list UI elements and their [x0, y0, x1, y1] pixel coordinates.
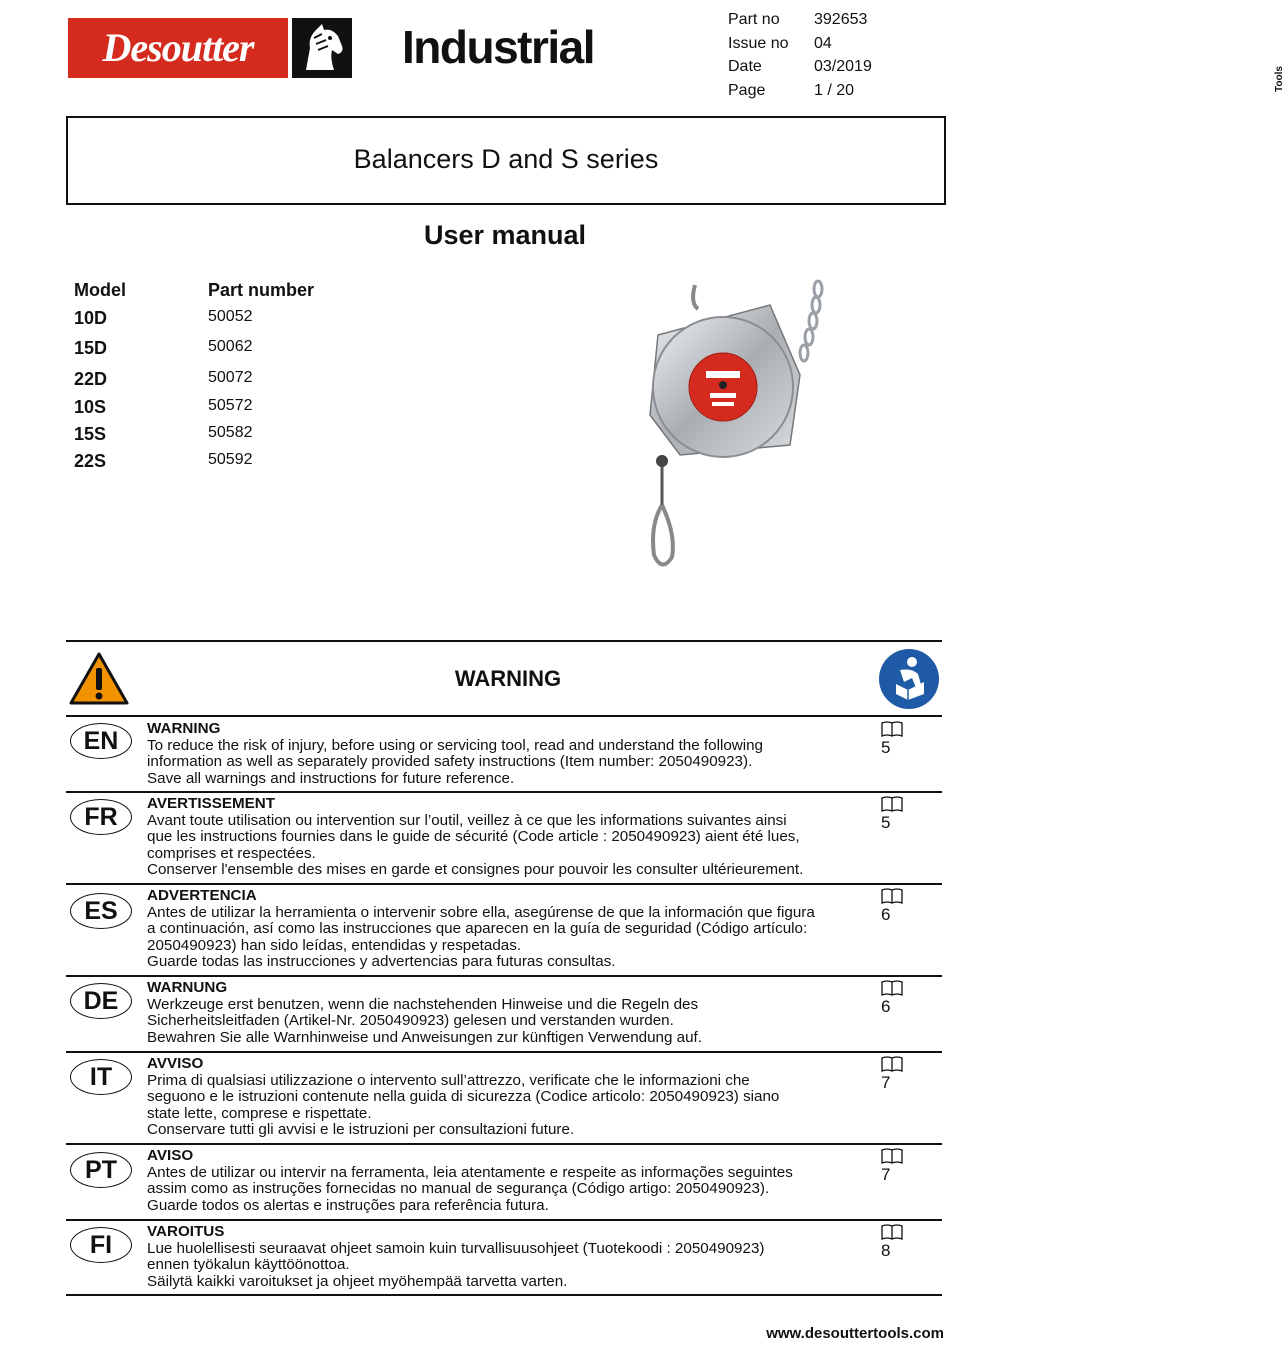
language-block-pt	[66, 1147, 942, 1217]
language-text: AVISO Antes de utilizar ou intervir na ferramenta, leia atentamente e respeite as informações seguintes assim como as instruções fornecidas no manual de segurança (Código artigo: 2050490923). Guarde todos os alertas e instruções para referência futura.	[147, 1147, 793, 1214]
industrial-wordmark: Industrial	[402, 21, 595, 73]
table-row: 22S 50592	[74, 451, 253, 471]
language-code-badge: PT	[70, 1152, 132, 1188]
divider	[66, 715, 942, 717]
language-code-badge: DE	[70, 983, 132, 1019]
page-reference: 7	[881, 1147, 921, 1185]
website-url[interactable]: www.desouttertools.com	[766, 1325, 944, 1342]
table-row: 15D 50062	[74, 338, 253, 358]
language-code-badge: FR	[70, 799, 132, 835]
read-manual-icon	[878, 648, 940, 710]
divider	[66, 1051, 942, 1053]
warning-title: WARNING	[454, 666, 562, 691]
models-header-part: Part number	[208, 280, 315, 300]
page-reference: 6	[881, 887, 921, 925]
document-subtitle: User manual	[423, 220, 587, 250]
language-code-badge: ES	[70, 893, 132, 929]
language-code-badge: FI	[70, 1227, 132, 1263]
language-block-fi	[66, 1223, 942, 1293]
page-reference: 7	[881, 1055, 921, 1093]
book-icon	[881, 979, 903, 997]
divider	[66, 1219, 942, 1221]
language-block-it	[66, 1055, 942, 1140]
horse-logo-icon	[292, 18, 352, 78]
page-reference: 8	[881, 1223, 921, 1261]
divider	[66, 1294, 942, 1296]
divider	[66, 975, 942, 977]
book-icon	[881, 887, 903, 905]
document-meta	[728, 8, 872, 102]
table-row: 10D 50052	[74, 308, 253, 328]
page-reference: 6	[881, 979, 921, 1017]
models-header-model: Model	[74, 280, 126, 300]
language-text: AVERTISSEMENT Avant toute utilisation ou intervention sur l’outil, veillez à ce que les informations suivantes ainsi que les instructions fournies dans le guide de sécurité (Code article : 2050490923) aient été lues, comprises et respectées. Conserver l'ensemble des mises en garde et consignes pour pouvoir les consulter ultérieurement.	[147, 795, 804, 879]
meta-row-part-no: Part no 392653	[728, 11, 868, 28]
divider	[66, 791, 942, 793]
divider	[66, 1143, 942, 1145]
divider	[66, 640, 942, 642]
book-icon	[881, 1055, 903, 1073]
language-code-badge: EN	[70, 723, 132, 759]
table-row: 22D 50072	[74, 369, 253, 389]
page-reference: 5	[881, 720, 921, 758]
table-row: 10S 50572	[74, 397, 253, 417]
title-frame	[66, 116, 946, 205]
language-text: WARNING To reduce the risk of injury, before using or servicing tool, read and understand the following information as well as separately provided safety instructions (Item number: 2050490923). Save all warnings and instructions for future reference.	[147, 720, 764, 787]
document-title: Balancers D and S series	[353, 144, 659, 174]
page-reference: 5	[881, 795, 921, 833]
language-block-en	[66, 720, 942, 790]
divider	[66, 883, 942, 885]
language-text: AVVISO Prima di qualsiasi utilizzazione o intervento sull’attrezzo, verificate che le informazioni che seguono e le istruzioni contenute nella guida di sicurezza (Codice articolo: 2050490923) siano state lette, comprese e rispettate. Conservare tutti gli avvisi e le istruzioni per consultazioni future.	[147, 1055, 780, 1139]
meta-row-issue-no: Issue no 04	[728, 34, 832, 52]
meta-row-page: Page 1 / 20	[728, 81, 855, 99]
language-code-badge: IT	[70, 1059, 132, 1095]
language-text: WARNUNG Werkzeuge erst benutzen, wenn die nachstehenden Hinweise und die Regeln des Sicherheitsleitfaden (Artikel-Nr. 2050490923) gelesen und verstanden wurden. Bewahren Sie alle Warnhinweise und Anweisungen zur künftigen Verwendung auf.	[147, 979, 702, 1046]
language-text: ADVERTENCIA Antes de utilizar la herramienta o intervenir sobre ella, asegúrense de que la información que figura a continuación, así como las instrucciones que aparecen en la guía de seguridad (Código artículo: 2050490923) han sido leídas, entendidas y respetadas. Guarde todas las instrucciones y advertencias para futuras consultas.	[147, 887, 815, 971]
table-row: 15S 50582	[74, 424, 253, 444]
meta-row-date: Date 03/2019	[728, 58, 872, 75]
desoutter-logo	[68, 18, 288, 78]
book-icon	[881, 795, 903, 813]
book-icon	[881, 1147, 903, 1165]
language-block-es	[66, 887, 942, 972]
tools-wordmark: Tools	[1274, 66, 1285, 92]
brand-name: Desoutter	[102, 25, 254, 70]
book-icon	[881, 1223, 903, 1241]
language-block-fr	[66, 795, 942, 880]
language-text: VAROITUS Lue huolellisesti seuraavat ohjeet samoin kuin turvallisuusohjeet (Tuotekoodi : 2050490923) ennen työkalun käyttöönottoa. Säilytä kaikki varoitukset ja ohjeet myöhempää tarvetta varten.	[147, 1223, 765, 1290]
balancer-product-image	[620, 275, 840, 585]
book-icon	[881, 720, 903, 738]
language-block-de	[66, 979, 942, 1049]
